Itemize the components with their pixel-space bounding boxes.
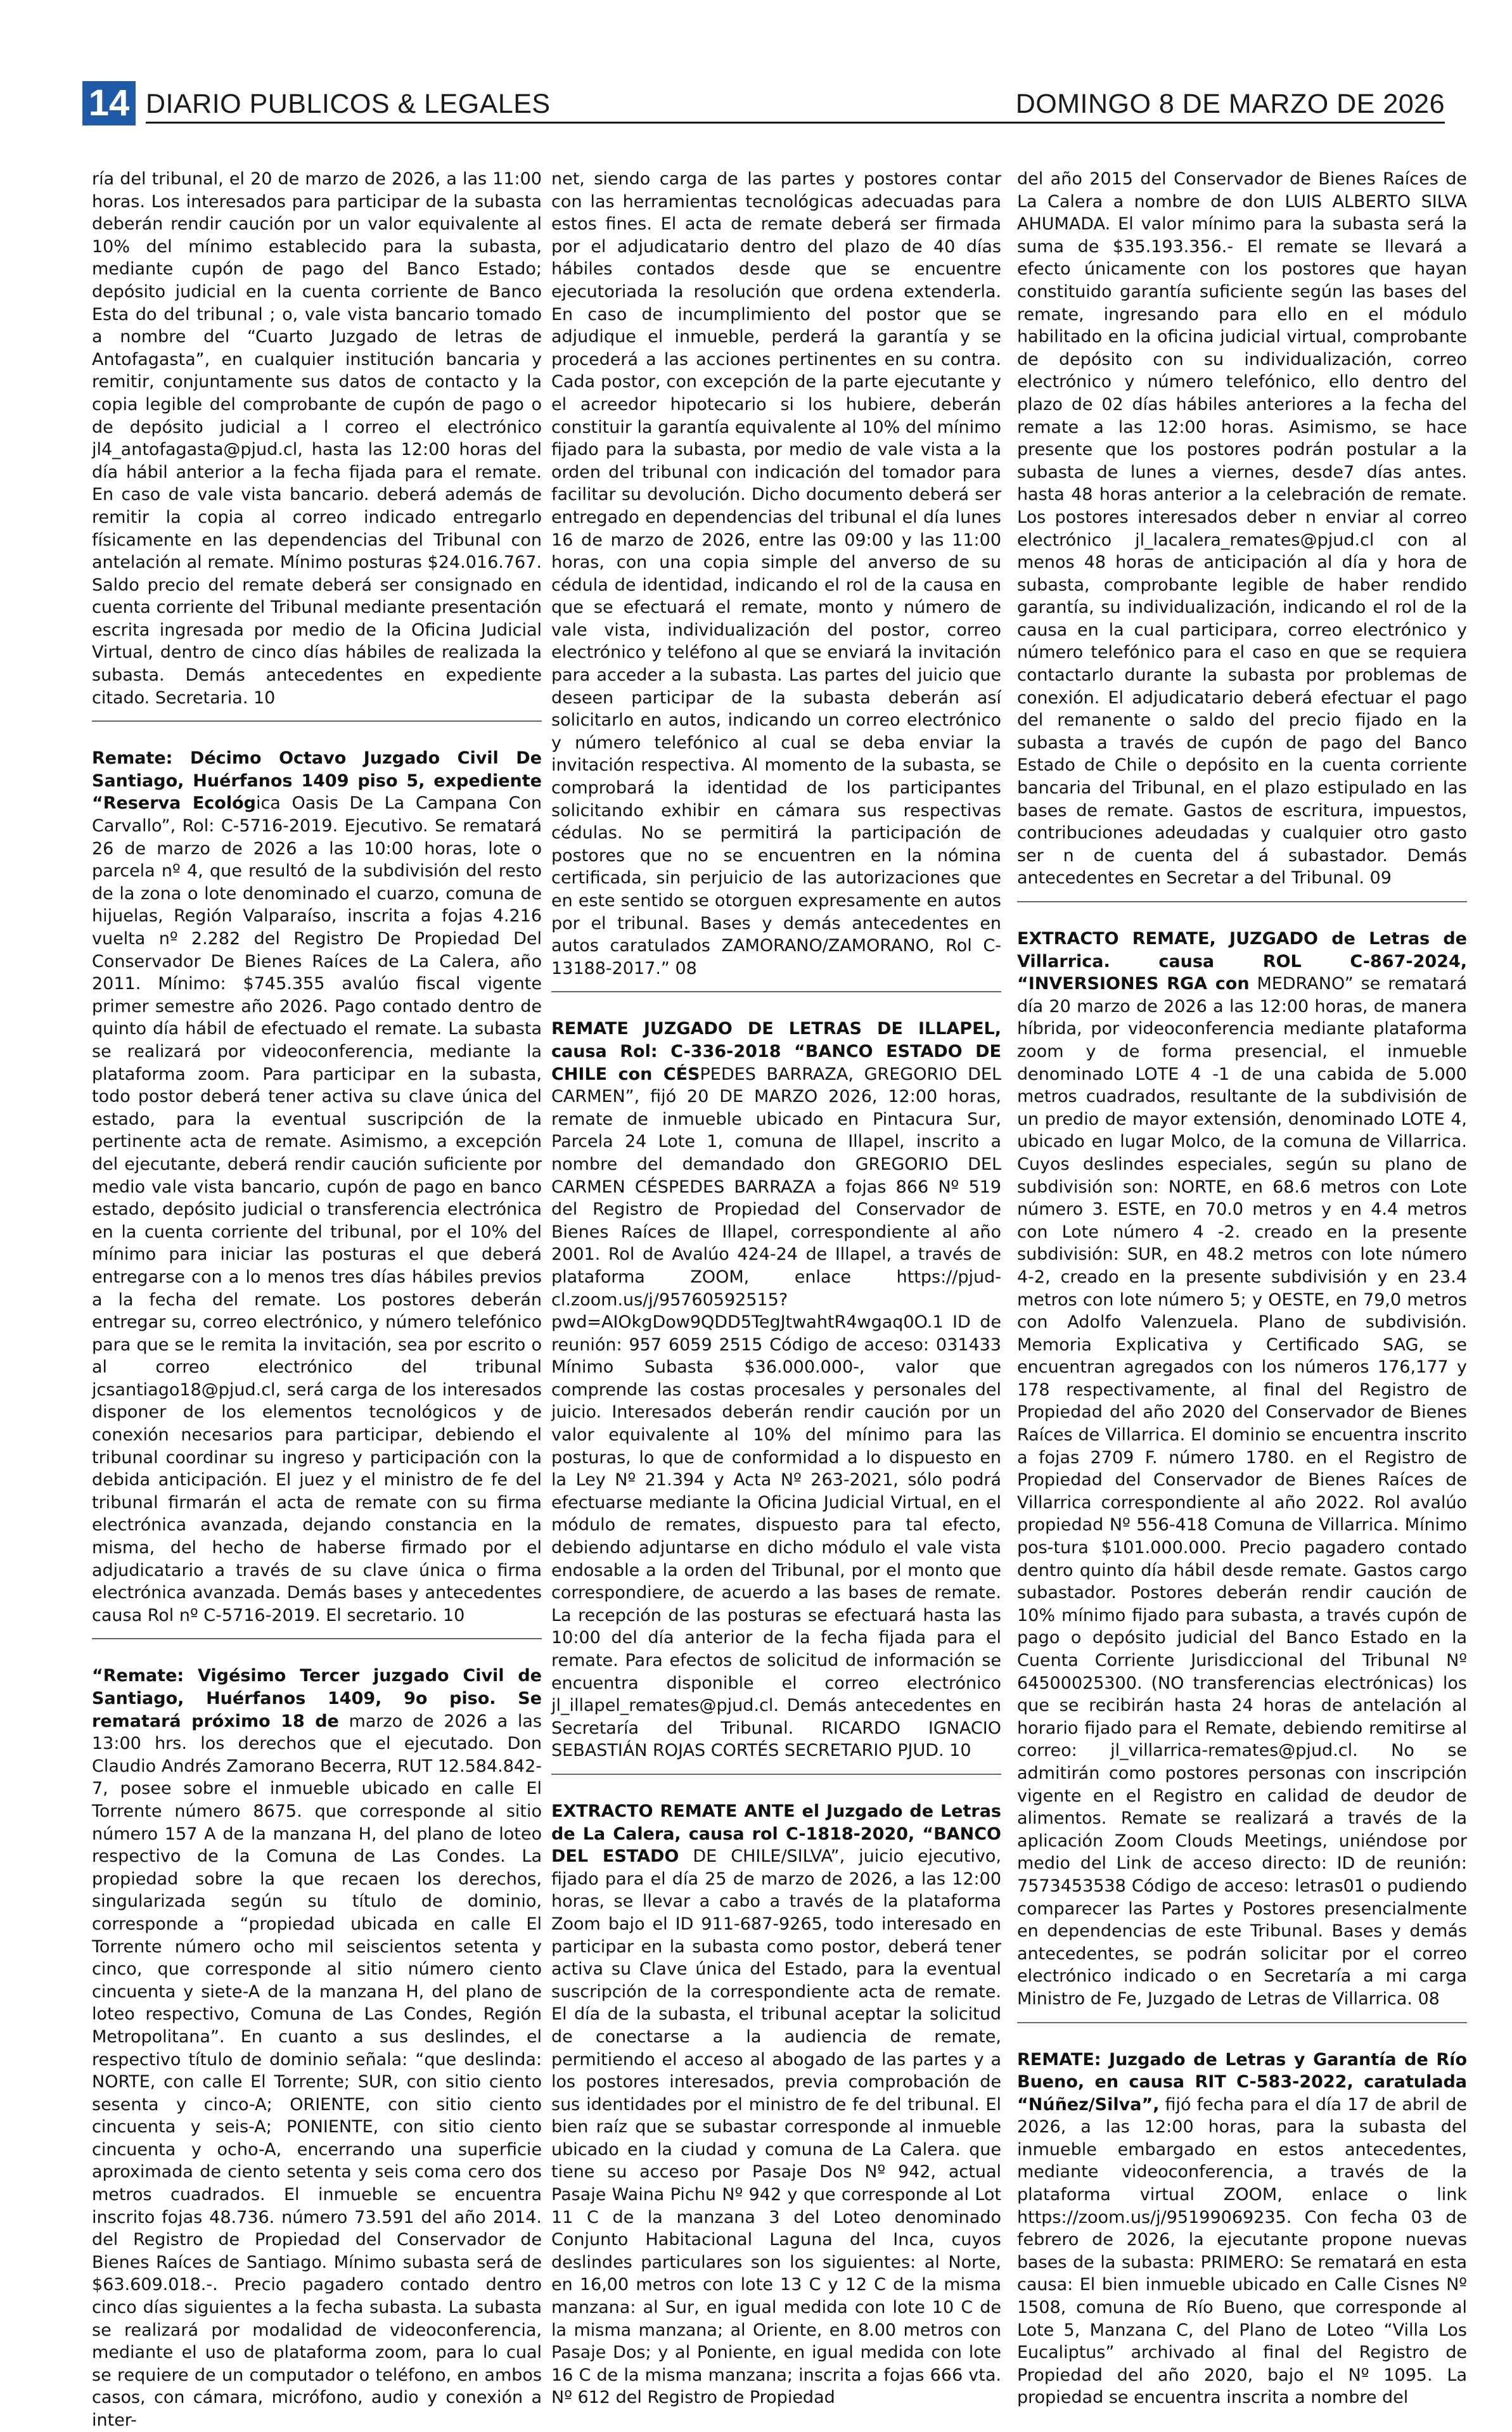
header-rule [146, 122, 1445, 124]
notice-lead: Remate: Décimo Octavo Juzgado Civil De Santiago, Huérfanos 1409 piso 5, expediente “Reserva Ecológ [92, 748, 542, 814]
notice-lead: REMATE: Juzgado de Letras y Garantía de Río Bueno, en causa RIT C-583-2022, caratulada “Núñez/Silva”, [1017, 2049, 1467, 2115]
notice-body: ica Oasis De La Campana Con Carvallo”, Rol: C-5716-2019. Ejecutivo. Se rematará 26 de marzo de 2026 a las 10:00 horas, lote o parcela nº 4, que resultó de la subdivisión del resto de la zona o lote denominado el cuarzo, comuna de hijuelas, Región Valparaíso, inscrita a fojas 4.216 vuelta nº 2.282 del Registro De Propiedad Del Conservador De Bienes Raíces de La Calera, año 2011. Mínimo: $745.355 avalúo fiscal vigente primer semestre año 2026. Pago contado dentro de quinto día hábil de efectuado el remate. La subasta se realizará por videoconferencia, mediante la plataforma zoom. Para participar en la subasta, todo postor deberá tener activa su clave única del estado, para la eventual suscripción de la pertinente acta de remate. Asimismo, a excepción del ejecutante, deberá rendir caución suficiente por medio vale vista bancario, cupón de pago en banco estado, depósito judicial o transferencia electrónica en la cuenta corriente del tribunal, por el 10% del mínimo para iniciar las posturas el que deberá entregarse con a lo menos tres días hábiles previos a la fecha del remate. Los postores deberán entregar su, correo electrónico, y número telefónico para que se le remita la invitación, sea por escrito o al correo electrónico del tribunal jcsantiago18@pjud.cl, será carga de los interesados disponer de los elementos tecnológicos y de conexión necesarios para participar, debiendo el tribunal coordinar su ingreso y participación con la debida anticipación. El juez y el ministro de fe del tribunal firmarán el acta de remate con su firma electrónica avanzada, dejando constancia en la misma, del hecho de haberse firmado por el adjudicatario a través de su clave única o firma electrónica avanzada. Demás bases y antecedentes causa Rol nº C-5716-2019. El secretario. 10 [92, 793, 542, 1625]
notice-separator [92, 1627, 542, 1639]
notice [1017, 2049, 1467, 2410]
notice-body: fijó fecha para el día 17 de abril de 2026, a las 12:00 horas, para la subasta del inmueble embargado en estos antecedentes, mediante videoconferencia, a través de la plataforma virtual ZOOM, enlace o link https://zoom.us/j/95199069235. Con fecha 03 de febrero de 2026, la ejecutante propone nuevas bases de la subasta: PRIMERO: Se rematará en esta causa: El bien inmueble ubicado en Calle Cisnes Nº 1508, comuna de Río Bueno, que corresponde al Lote 5, Manzana C, del Plano de Loteo “Villa Los Eucaliptus” archivado al final del Registro de Propiedad del año 2020, bajo el Nº 1095. La propiedad se encuentra inscrita a nombre del [1017, 2094, 1467, 2408]
notice [551, 1018, 1001, 1762]
notice-body: ría del tribunal, el 20 de marzo de 2026, a las 11:00 horas. Los interesados para participar de la subasta deberán rendir caución por un valor equivalente al 10% del mínimo establecido para la subasta, mediante cupón de pago del Banco Estado; depósito judicial en la cuenta corriente de Banco Esta do del tribunal ; o, vale vista bancario tomado a nombre del “Cuarto Juzgado de letras de Antofagasta”, en cualquier institución bancaria y remitir, conjuntamente sus datos de contacto y la copia legible del comprobante de cupón de pago o de depósito judicial a l correo el electrónico jl4_antofagasta@pjud.cl, hasta las 12:00 horas del día hábil anterior a la fecha fijada para el remate. En caso de vale vista bancario. deberá además de remitir la copia al correo indicado entregarlo físicamente en las dependencias del Tribunal con antelación al remate. Mínimo posturas $24.016.767. Saldo precio del remate deberá ser consignado en cuenta corriente del Tribunal mediante presentación escrita ingresada por medio de la Oficina Judicial Virtual, dentro de cinco días hábiles de realizada la subasta. Demás antecedentes en expediente citado. Secretaria. 10 [92, 169, 542, 708]
notice-body: marzo de 2026 a las 13:00 hrs. los derechos que el ejecutado. Don Claudio Andrés Zamorano Becerra, RUT 12.584.842-7, posee sobre el inmueble ubicado en calle El Torrente número 8675. que corresponde al sitio número 157 A de la manzana H, del plano de loteo respectivo de la Comuna de Las Condes. La propiedad sobre la que recaen los derechos, singularizada según su título de dominio, corresponde a “propiedad ubicada en calle El Torrente número ocho mil seiscientos setenta y cinco, que corresponde al sitio número ciento cincuenta y siete-A de la manzana H, del plano de loteo respectivo, Comuna de Las Condes, Región Metropolitana”. En cuanto a sus deslindes, el respectivo título de dominio señala: “que deslinda: NORTE, con calle El Torrente; SUR, con sitio ciento sesenta y cinco-A; ORIENTE, con sitio ciento cincuenta y seis-A; PONIENTE, con sitio ciento cincuenta y ocho-A, encerrando una superficie aproximada de ciento setenta y seis coma cero dos metros cuadrados. El inmueble se encuentra inscrito fojas 48.736. número 73.591 del año 2014. del Registro de Propiedad del Conservador de Bienes Raíces de Santiago. Mínimo subasta será de $63.609.018.-. Precio pagadero contado dentro cinco días siguientes a la fecha subasta. La subasta se realizará por modalidad de videoconferencia, mediante el uso de plataforma zoom, para lo cual se requiere de un computador o teléfono, en ambos casos, con cámara, micrófono, audio y conexión a inter- [92, 1711, 542, 2430]
page-number: 14 [82, 81, 136, 125]
notice-separator [1017, 890, 1467, 902]
notice-separator [551, 980, 1001, 992]
notice-separator [1017, 2011, 1467, 2023]
notice-lead: REMATE JUZGADO DE LETRAS DE ILLAPEL, causa Rol: C-336-2018 “BANCO ESTADO DE CHILE con CÉS [551, 1019, 1001, 1084]
notice-body: del año 2015 del Conservador de Bienes Raíces de La Calera a nombre de don LUIS ALBERTO SILVA AHUMADA. El valor mínimo para la subasta será la suma de $35.193.356.- El remate se llevará a efecto únicamente con los postores que hayan constituido garantía suficiente según las bases del remate, ingresando para ello en el módulo habilitado en la oficina judicial virtual, comprobante de depósito con su individualización, correo electrónico y número telefónico, ello dentro del plazo de 02 días hábiles anteriores a la fecha del remate a las 12:00 horas. Asimismo, se hace presente que los postores podrán postular a la subasta de lunes a viernes, desde7 días antes. hasta 48 horas anterior a la celebración de remate. Los postores interesados deber n enviar al correo electrónico jl_lacalera_remates@pjud.cl con al menos 48 horas de anticipación al día y hora de subasta, comprobante legible de haber rendido garantía, su individualización, indicando el rol de la causa en la cual participara, correo electrónico y número telefónico para el caso en que se requiera contactarlo durante la subasta por problemas de conexión. El adjudicatario deberá efectuar el pago del remanente o saldo del precio fijado en la subasta a través de cupón de pago del Banco Estado de Chile o depósito en la cuenta corriente bancaria del Tribunal, en el plazo estipulado en las bases de remate. Gastos de escritura, impuestos, contribuciones adeudadas y cualquier otro gasto ser n de cuenta del á subastador. Demás antecedentes en Secretar a del Tribunal. 09 [1017, 169, 1467, 888]
notice [92, 168, 542, 709]
notice [1017, 928, 1467, 2011]
notice-body: DE CHILE/SILVA”, juicio ejecutivo, fijado para el día 25 de marzo de 2026, a las 12:00 horas, se llevar a cabo a través de la plataforma Zoom bajo el ID 911-687-9265, todo interesado en participar en la subasta como postor, deberá tener activa su Clave única del Estado, para la eventual suscripción de la correspondiente acta de remate. El día de la subasta, el tribunal aceptar la solicitud de conectarse a la audiencia de remate, permitiendo el acceso al abogado de las partes y a los postores interesados, previa comprobación de sus identidades por el ministro de fe del tribunal. El bien raíz que se subastar corresponde al inmueble ubicado en la ciudad y comuna de La Calera. que tiene su acceso por Pasaje Dos Nº 942, actual Pasaje Waina Pichu Nº 942 y que corresponde al Lot 11 C de la manzana 3 del Loteo denominado Conjunto Habitacional Laguna del Inca, cuyos deslindes particulares son los siguientes: al Norte, en 16,00 metros con lote 13 C y 12 C de la misma manzana: al Sur, en igual medida con lote 10 C de la misma manzana; al Oriente, en 8.00 metros con Pasaje Dos; y al Poniente, en igual medida con lote 16 C de la misma manzana; inscrita a fojas 666 vta. Nº 612 del Registro de Propiedad [551, 1846, 1001, 2408]
publication-date: DOMINGO 8 DE MARZO DE 2026 [1015, 89, 1445, 119]
notice-lead: EXTRACTO REMATE ANTE el Juzgado de Letras de La Calera, causa rol C-1818-2020, “BANCO DEL ESTADO [551, 1801, 1001, 1867]
notice [1017, 168, 1467, 890]
notice-lead: “Remate: Vigésimo Tercer juzgado Civil de Santiago, Huérfanos 1409, 9o piso. Se rematará próximo 18 de [92, 1666, 542, 1731]
page-header [82, 81, 1445, 125]
notice-body: net, siendo carga de las partes y postores contar con las herramientas tecnológicas adecuadas para estos fines. El acta de remate deberá ser firmada por el adjudicatario dentro del plazo de 40 días hábiles contados desde que se encuentre ejecutoriada la resolución que ordena extenderla. En caso de incumplimiento del postor que se adjudique el inmueble, perderá la garantía y se procederá a las acciones pertinentes en su contra. Cada postor, con excepción de la parte ejecutante y el acreedor hipotecario si los hubiere, deberán constituir la garantía equivalente al 10% del mínimo fijado para la subasta, por medio de vale vista a la orden del tribunal con indicación del tomador para facilitar su devolución. Dicho documento deberá ser entregado en dependencias del tribunal el día lunes 16 de marzo de 2026, entre las 09:00 y las 11:00 horas, con una copia simple del anverso de su cédula de identidad, indicando el rol de la causa en que se efectuará el remate, monto y número de vale vista, individualización del postor, correo electrónico y teléfono al que se enviará la invitación para acceder a la subasta. Las partes del juicio que deseen participar de la subasta deberán así solicitarlo en autos, indicando un correo electrónico y número telefónico al cual se deba enviar la invitación respectiva. Al momento de la subasta, se comprobará la identidad de los participantes solicitando exhibir en cámara sus respectivas cédulas. No se permitirá la participación de postores que no se encuentren en la nómina certificada, sin perjuicio de las autorizaciones que en este sentido se otorguen expresamente en autos por el tribunal. Bases y demás antecedentes en autos caratulados ZAMORANO/ZAMORANO, Rol C-13188-2017.” 08 [551, 169, 1001, 978]
notice-separator [551, 1762, 1001, 1775]
publication-title: DIARIO PUBLICOS & LEGALES [146, 89, 551, 119]
column-2 [551, 168, 1001, 2408]
notice-body: MEDRANO” se rematará día 20 marzo de 2026 a las 12:00 horas, de manera híbrida, por videoconferencia mediante plataforma zoom y de forma presencial, el inmueble denominado LOTE 4 -1 de una cabida de 5.000 metros cuadrados, resultante de la subdivisión de un predio de mayor extensión, denominado LOTE 4, ubicado en lugar Molco, de la comuna de Villarrica. Cuyos deslindes especiales, según su plano de subdivisión son: NORTE, en 68.6 metros con Lote número 3. ESTE, en 70.0 metros y en 4.4 metros con Lote número 4 -2. creado en la presente subdivisión: SUR, en 48.2 metros con lote número 4-2, creado en la presente subdivisión y en 23.4 metros con lote número 5; y OESTE, en 79,0 metros con Adolfo Valenzuela. Plano de subdivisión. Memoria Explicativa y Certificado SAG, se encuentran agregados con los números 176,177 y 178 respectivamente, al final del Registro de Propiedad del año 2020 del Conservador de Bienes Raíces de Villarrica. El dominio se encuentra inscrito a fojas 2709 F. número 1780. en el Registro de Propiedad del Conservador de Bienes Raíces de Villarrica correspondiente al año 2022. Rol avalúo propiedad Nº 556-418 Comuna de Villarrica. Mínimo pos-tura $101.000.000. Precio pagadero contado dentro quinto día hábil desde remate. Gastos cargo subastador. Postores deberán rendir caución de 10% mínimo fijado para subasta, a través cupón de pago o depósito judicial del Banco Estado en la Cuenta Corriente Jurisdiccional del Tribunal Nº 64500025300. (NO transferencias electrónicas) los que se recibirán hasta 24 horas de antelación al horario fijado para el Remate, debiendo remitirse al correo: jl_villarrica-remates@pjud.cl. No se admitirán como postores personas con inscripción vigente en el Registro en calidad de deudor de alimentos. Remate se realizará a través de la aplicación Zoom Clouds Meetings, uniéndose por medio del Link de acceso directo: ID de reunión: 7573453538 Código de acceso: letras01 o pudiendo comparecer las Partes y Postores presencialmente en dependencias de este Tribunal. Bases y demás antecedentes, se podrán solicitar por el correo electrónico indicado o en Secretaría a mi carga Ministro de Fe, Juzgado de Letras de Villarrica. 08 [1017, 974, 1467, 2009]
notice-body: PEDES BARRAZA, GREGORIO DEL CARMEN”, fijó 20 DE MARZO 2026, 12:00 horas, remate de inmueble ubicado en Pintacura Sur, Parcela 24 Lote 1, comuna de Illapel, inscrito a nombre del demandado don GREGORIO DEL CARMEN CÉSPEDES BARRAZA a fojas 866 Nº 519 del Registro de Propiedad del Conservador de Bienes Raíces de Illapel, correspondiente al año 2001. Rol de Avalúo 424-24 de Illapel, a través de plataforma ZOOM, enlace https://pjud-cl.zoom.us/j/95760592515?pwd=AIOkgDow9QDD5TegJtwahtR4wgaq0O.1 ID de reunión: 957 6059 2515 Código de acceso: 031433 Mínimo Subasta $36.000.000-, valor que comprende las costas procesales y personales del juicio. Interesados deberán rendir caución por un valor equivalente al 10% del mínimo para las posturas, lo que de conformidad a lo dispuesto en la Ley Nº 21.394 y Acta Nº 263-2021, sólo podrá efectuarse mediante la Oficina Judicial Virtual, en el módulo de remates, dispuesto para tal efecto, debiendo adjuntarse en dicho módulo el vale vista endosable a la orden del Tribunal, por el monto que correspondiere, de acuerdo a las bases de remate. La recepción de las posturas se efectuará hasta las 10:00 del día anterior de la fecha fijada para el remate. Para efectos de solicitud de información se encuentra disponible el correo electrónico jl_illapel_remates@pjud.cl. Demás antecedentes en Secretaría del Tribunal. RICARDO IGNACIO SEBASTIÁN ROJAS CORTÉS SECRETARIO PJUD. 10 [551, 1064, 1001, 1761]
notice-lead: EXTRACTO REMATE, JUZGADO de Letras de Villarrica. causa ROL C-867-2024, “INVERSIONES RGA con [1017, 929, 1467, 994]
notice [92, 1665, 542, 2431]
column-3 [1017, 168, 1467, 2408]
notice [551, 168, 1001, 980]
notice-separator [92, 709, 542, 722]
column-1 [92, 168, 542, 2430]
notice [92, 747, 542, 1627]
notice [551, 1800, 1001, 2409]
